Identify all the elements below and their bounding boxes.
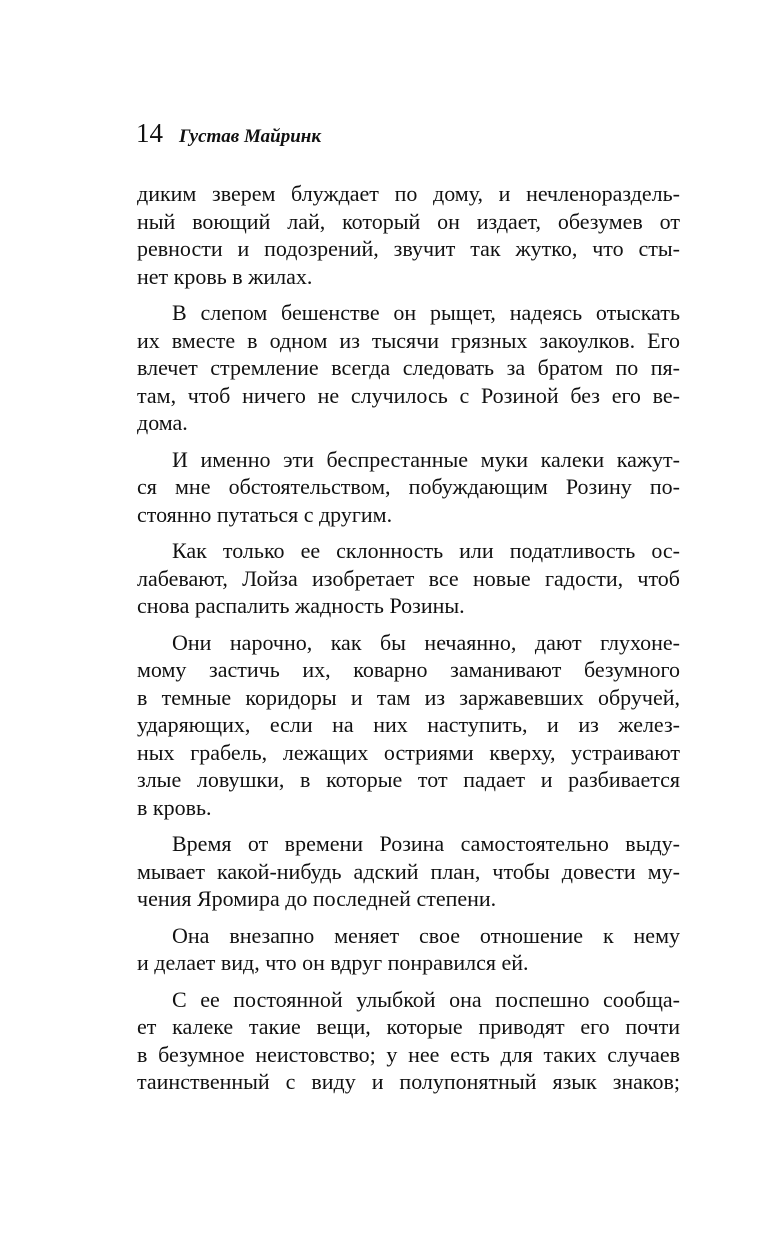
text-line: стоянно путаться с другим. bbox=[137, 501, 393, 527]
text-line: Они нарочно, как бы нечаянно, дают глухоне- bbox=[172, 629, 680, 655]
paragraph bbox=[137, 629, 680, 822]
page-header bbox=[136, 118, 321, 149]
text-line: в темные коридоры и там из заржавевших обручей, bbox=[137, 684, 680, 710]
text-line: таинственный с виду и полупонятный язык знаков; bbox=[137, 1069, 680, 1094]
text-line: Время от времени Розина самостоятельно выду- bbox=[172, 831, 680, 856]
text-line: Как только ее склонность или податливость ос- bbox=[172, 538, 680, 563]
paragraph bbox=[137, 180, 680, 290]
paragraph bbox=[137, 537, 680, 620]
text-line: мывает какой-нибудь адский план, чтобы довести му- bbox=[137, 858, 680, 884]
text-line: в безумное неистовство; у нее есть для таких случаев bbox=[137, 1041, 680, 1067]
text-line: ревности и подозрений, звучит так жутко, что сты- bbox=[137, 236, 680, 261]
text-line: чения Яромира до последней степени. bbox=[137, 886, 497, 911]
text-line: их вместе в одном из тысячи грязных закоулков. Его bbox=[137, 327, 680, 353]
text-line: снова распалить жадность Розины. bbox=[137, 593, 465, 618]
text-line: И именно эти беспрестанные муки калеки кажут- bbox=[172, 446, 680, 472]
page-number: 14 bbox=[136, 118, 163, 148]
text-line: лабевают, Лойза изобретает все новые гадости, чтоб bbox=[137, 565, 680, 591]
text-line: ных грабель, лежащих остриями кверху, устраивают bbox=[137, 739, 680, 765]
paragraph bbox=[137, 299, 680, 437]
text-line: нет кровь в жилах. bbox=[137, 263, 313, 289]
text-line: диким зверем блуждает по дому, и нечленораздель- bbox=[137, 181, 680, 206]
paragraph bbox=[137, 446, 680, 529]
text-line: злые ловушки, в которые тот падает и разбивается bbox=[137, 767, 680, 792]
paragraph bbox=[137, 986, 680, 1096]
running-head: Густав Майринк bbox=[179, 126, 321, 147]
text-line: В слепом бешенстве он рыщет, надеясь отыскать bbox=[172, 300, 680, 325]
text-line: ный воющий лай, который он издает, обезумев от bbox=[137, 208, 680, 234]
text-line: дома. bbox=[137, 410, 188, 435]
paragraph bbox=[137, 922, 680, 977]
text-line: ет калеке такие вещи, которые приводят его почти bbox=[137, 1014, 680, 1039]
body-text bbox=[137, 180, 680, 1096]
text-line: в кровь. bbox=[137, 794, 212, 820]
text-line: Она внезапно меняет свое отношение к нему bbox=[172, 922, 680, 948]
text-line: ударяющих, если на них наступить, и из желез- bbox=[137, 712, 680, 737]
text-line: влечет стремление всегда следовать за братом по пя- bbox=[137, 355, 680, 380]
paragraph bbox=[137, 830, 680, 913]
text-line: ся мне обстоятельством, побуждающим Розину по- bbox=[137, 474, 680, 499]
text-line: мому застичь их, коварно заманивают безумного bbox=[137, 657, 680, 682]
text-line: там, чтоб ничего не случилось с Розиной без его ве- bbox=[137, 382, 680, 408]
text-line: и делает вид, что он вдруг понравился ей. bbox=[137, 950, 529, 975]
text-line: С ее постоянной улыбкой она поспешно сообща- bbox=[172, 986, 680, 1012]
